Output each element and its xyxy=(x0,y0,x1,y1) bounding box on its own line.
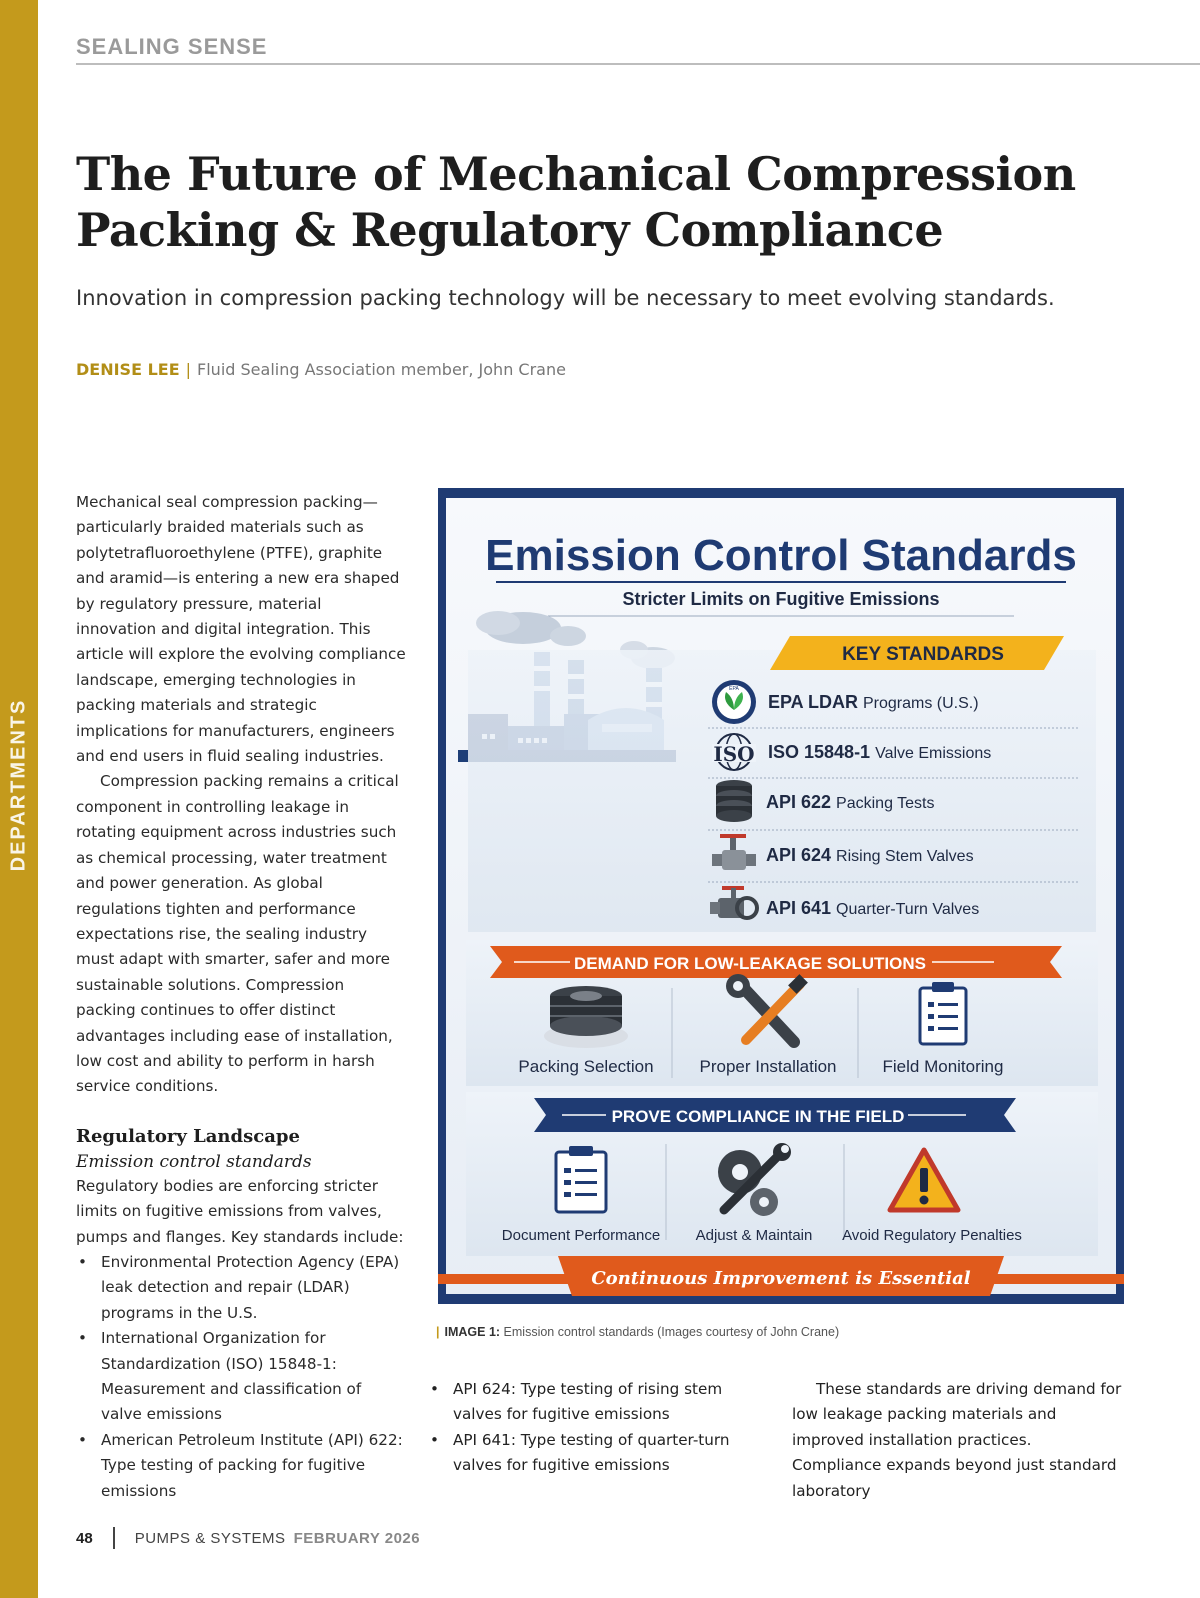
department-sidebar xyxy=(0,0,38,1598)
list-item: • Environmental Protection Agency (EPA) leak detection and repair (LDAR) programs in the U.S. xyxy=(76,1250,406,1326)
standard-code: API 641 xyxy=(766,898,832,918)
byline-divider: | xyxy=(185,360,192,379)
list-item: • International Organization for Standardization (ISO) 15848-1: Measurement and classification of valve emissions xyxy=(76,1326,406,1428)
infographic-footer: Continuous Improvement is Essential xyxy=(591,1268,971,1289)
standard-code: API 622 xyxy=(766,792,832,812)
emission-standards-infographic xyxy=(438,488,1124,1304)
standard-desc: Programs (U.S.) xyxy=(863,695,979,712)
checklist-icon xyxy=(556,1146,606,1212)
article-title: The Future of Mechanical Compression Packing & Regulatory Compliance xyxy=(76,147,1076,257)
list-item: • API 641: Type testing of quarter-turn valves for fugitive emissions xyxy=(428,1428,758,1479)
demand-item-label: Proper Installation xyxy=(699,1057,837,1076)
iso-logo-icon: ISO xyxy=(713,742,755,766)
article-column-right xyxy=(792,1377,1122,1504)
author-name: DENISE LEE xyxy=(76,360,180,379)
sidebar-label: DEPARTMENTS xyxy=(7,698,30,872)
svg-text:ISO 15848-1Valve Emissions xyxy=(768,742,991,762)
standard-desc: Quarter-Turn Valves xyxy=(836,901,980,918)
standards-list-continued xyxy=(428,1377,758,1479)
standard-code: EPA LDAR xyxy=(768,692,858,712)
standard-desc: Packing Tests xyxy=(836,795,935,812)
infographic-subtitle: Stricter Limits on Fugitive Emissions xyxy=(622,589,940,609)
standard-code: ISO 15848-1 xyxy=(768,742,871,762)
standard-desc: Valve Emissions xyxy=(875,745,992,762)
body-paragraph: Compression packing remains a critical component in controlling leakage in rotating equipment across industries such as chemical processing, water treatment and power generation. As global regulations tighten and performance expectations rise, the sealing industry must adapt with smarter, safer and more sustainable solutions. Compression packing continues to offer distinct advantages including ease of installation, low cost and ability to perform in harsh service conditions. xyxy=(76,772,399,1096)
article-deck: Innovation in compression packing technology will be necessary to meet evolving standards. xyxy=(76,286,1055,310)
svg-text:API 624Rising Stem Valves xyxy=(766,845,974,865)
prove-compliance-banner: PROVE COMPLIANCE IN THE FIELD xyxy=(611,1107,905,1126)
prove-item-label: Avoid Regulatory Penalties xyxy=(842,1227,1022,1244)
body-paragraph: Mechanical seal compression packing—particularly braided materials such as polytetrafluoroethylene (PTFE), graphite and aramid—is entering a new era shaped by regulatory pressure, material innovation and digital integration. This article will explore the evolving compliance landscape, emerging technologies in packing materials and strategic implications for manufacturers, engineers and end users in fluid sealing industries. xyxy=(76,493,406,766)
standards-list xyxy=(76,1250,406,1504)
footer-divider xyxy=(113,1527,115,1549)
list-item: • American Petroleum Institute (API) 622: Type testing of packing for fugitive emissions xyxy=(76,1428,406,1504)
page-footer xyxy=(76,1527,420,1549)
body-paragraph: Regulatory bodies are enforcing stricter limits on fugitive emissions from valves, pumps and flanges. Key standards include: xyxy=(76,1176,404,1246)
svg-text:API 641Quarter-Turn Valves xyxy=(766,898,979,918)
infographic-title: Emission Control Standards xyxy=(485,531,1077,580)
demand-item-label: Field Monitoring xyxy=(882,1057,1004,1076)
standard-code: API 624 xyxy=(766,845,832,865)
page-number: 48 xyxy=(76,1529,93,1547)
section-rule xyxy=(76,63,1200,65)
section-subheading: Emission control standards xyxy=(76,1151,312,1172)
magazine-name: PUMPS & SYSTEMS xyxy=(134,1529,286,1547)
demand-banner: DEMAND FOR LOW-LEAKAGE SOLUTIONS xyxy=(574,954,926,973)
issue-date: FEBRUARY 2026 xyxy=(293,1529,421,1547)
prove-item-label: Adjust & Maintain xyxy=(695,1227,813,1244)
standard-desc: Rising Stem Valves xyxy=(836,848,974,865)
clipboard-icon xyxy=(920,982,966,1044)
prove-item-label: Document Performance xyxy=(501,1227,661,1244)
section-heading: Regulatory Landscape xyxy=(76,1125,300,1147)
author-affiliation: Fluid Sealing Association member, John Crane xyxy=(197,360,566,379)
section-label: SEALING SENSE xyxy=(76,34,268,59)
packing-ring-icon xyxy=(544,986,628,1048)
caption-tag: IMAGE 1: xyxy=(444,1325,501,1339)
body-paragraph: These standards are driving demand for low leakage packing materials and improved installation practices. Compliance expands beyond just standard laboratory xyxy=(792,1380,1122,1500)
image-caption xyxy=(436,1325,839,1339)
list-item: • API 624: Type testing of rising stem valves for fugitive emissions xyxy=(428,1377,758,1428)
caption-text: Emission control standards (Images courtesy of John Crane) xyxy=(503,1325,840,1339)
article-column-middle xyxy=(428,1377,758,1479)
key-standards-banner: KEY STANDARDS xyxy=(842,644,1004,665)
caption-marker: | xyxy=(436,1325,440,1339)
demand-item-label: Packing Selection xyxy=(518,1057,654,1076)
byline xyxy=(76,360,566,379)
svg-text:API 622Packing Tests xyxy=(766,792,934,812)
svg-text:EPA LDARPrograms (U.S.) xyxy=(768,692,979,712)
epa-logo-icon: EPA xyxy=(729,686,739,692)
article-column-left xyxy=(76,490,406,1504)
packing-rings-icon xyxy=(716,780,752,822)
